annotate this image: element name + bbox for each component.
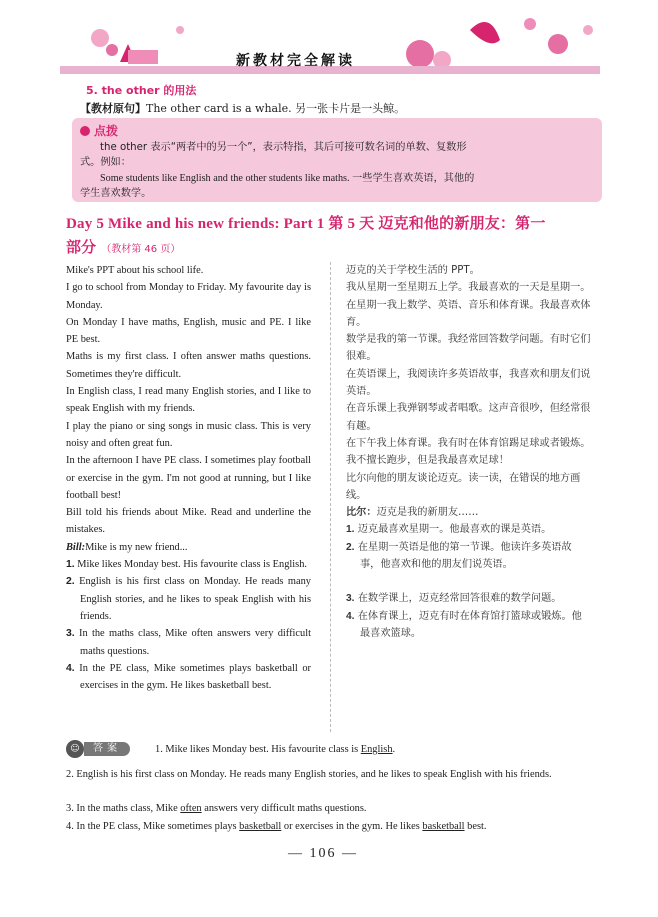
chinese-paragraph: 比尔向他的朋友谈论迈克。读一读，在错误的地方画线。 <box>346 472 581 501</box>
answer-text: best. <box>464 821 487 832</box>
underlined-word: basketball <box>239 821 282 832</box>
bill-text-chinese: 迈克是我的新朋友…… <box>376 507 479 519</box>
item-number: 4. <box>346 610 355 622</box>
answer-text: 1. Mike likes Monday best. His favourite class is <box>155 744 361 755</box>
bill-label-chinese: 比尔： <box>346 507 377 519</box>
item-number: 3. <box>66 628 75 640</box>
chinese-paragraph: 在英语课上，我阅读许多英语故事，我喜欢和朋友们说英语。 <box>346 368 591 398</box>
item-number: 1. <box>66 559 75 571</box>
english-paragraph: Mike's PPT about his school life. <box>66 265 204 276</box>
chinese-item <box>346 590 592 607</box>
chinese-paragraph: 数学是我的第一节课。我经常回答数学问题。有时它们很难。 <box>346 334 591 363</box>
chinese-paragraph: 在音乐课上我弹钢琴或者唱歌。这声音很吵，但经常很有趣。 <box>346 403 591 432</box>
answer-face-icon: ☺ <box>66 740 84 758</box>
deco-circle <box>176 26 184 34</box>
item-number: 3. <box>346 593 355 605</box>
answer-2: 2. English is his first class on Monday. He reads many English stories, and he likes to speak English with his friends. <box>66 769 552 780</box>
day-title-word: 部分 <box>66 238 97 256</box>
bill-line <box>66 539 311 556</box>
deco-circle <box>91 29 109 47</box>
tip-heading <box>80 122 118 139</box>
answer-text: 4. In the PE class, Mike sometimes plays <box>66 821 240 832</box>
item-number: 4. <box>66 662 75 674</box>
flower-shape <box>470 22 500 43</box>
chinese-item <box>346 521 592 538</box>
usage-source <box>80 100 405 116</box>
answer-text: . <box>392 744 396 755</box>
tip-line: 式。例如： <box>80 157 131 168</box>
item-number: 2. <box>66 576 75 588</box>
underlined-word: often <box>180 803 202 814</box>
day-title-cont <box>66 236 180 257</box>
chinese-paragraph: 在下午我上体育课。我有时在体育馆踢足球或者锻炼。我不擅长跑步，但是我最喜欢足球！ <box>346 437 591 467</box>
english-paragraph: On Monday I have maths, English, music and PE. I like PE best. <box>66 316 311 346</box>
underlined-word: basketball <box>422 821 465 832</box>
chinese-item <box>346 539 592 574</box>
english-paragraph: Maths is my first class. I often answer maths questions. Sometimes they're difficult. <box>66 351 311 380</box>
answer-4 <box>66 818 486 835</box>
english-item <box>66 660 311 695</box>
underlined-word: English <box>360 744 393 755</box>
english-item <box>66 573 311 625</box>
chinese-item <box>346 608 592 643</box>
deco-circle <box>106 44 118 56</box>
answer-text: or exercises in the gym. He likes <box>281 821 423 832</box>
tip-heading-label: 点拨 <box>94 124 119 138</box>
english-item <box>66 625 311 660</box>
page-header <box>0 0 658 80</box>
bill-label: Bill: <box>66 541 86 553</box>
deco-circle <box>524 18 536 30</box>
answer-label: 答案 <box>84 742 130 756</box>
english-paragraph: I go to school from Monday to Friday. My favourite day is Monday. <box>66 282 311 311</box>
day-title: Day 5 Mike and his new friends: Part 1 第 5 天 迈克和他的新朋友：第一 <box>66 216 546 232</box>
page-number: — 106 — <box>288 846 358 861</box>
item-text: 迈克最喜欢星期一。他最喜欢的课是英语。 <box>357 524 552 536</box>
answer-text: answers very difficult maths questions. <box>201 803 367 814</box>
tip-line: Some students like English and the other students like maths. 一些学生喜欢英语，其他的 <box>100 173 475 184</box>
answer-text: 3. In the maths class, Mike <box>66 803 181 814</box>
tip-line: 学生喜欢数学。 <box>80 188 152 199</box>
deco-circle <box>583 25 593 35</box>
deco-circle <box>406 40 434 68</box>
answer-1 <box>155 741 395 758</box>
deco-circle <box>548 34 568 54</box>
tip-icon <box>80 126 90 136</box>
item-text: 在数学课上，迈克经常回答很难的数学问题。 <box>357 593 562 605</box>
item-number: 2. <box>346 541 355 553</box>
item-number: 1. <box>346 524 355 536</box>
item-text: In the PE class, Mike sometimes plays basketball or exercises in the gym. He likes basketball best. <box>79 662 311 692</box>
column-divider <box>330 262 331 732</box>
item-text: In the maths class, Mike often answers very difficult maths questions. <box>79 628 311 657</box>
chinese-paragraph: 迈克的关于学校生活的 PPT。 <box>346 265 480 276</box>
castle-shape <box>128 50 158 64</box>
chinese-paragraph: 在星期一我上数学、英语、音乐和体育课。我最喜欢体育。 <box>346 299 591 328</box>
english-paragraph: In English class, I read many English stories, and I like to speak English with my friends. <box>66 386 311 415</box>
source-text: The other card is a whale. 另一张卡片是一头鲸。 <box>146 102 406 115</box>
tip-line: the other 表示“两者中的另一个”，表示特指，其后可接可数名词的单数、复数形 <box>100 142 467 153</box>
english-column <box>66 262 311 694</box>
chinese-paragraph: 我从星期一至星期五上学。我最喜欢的一天是星期一。 <box>346 282 591 294</box>
item-text: Mike likes Monday best. His favourite class is English. <box>77 559 308 571</box>
english-paragraph: In the afternoon I have PE class. I sometimes play football or exercise in the gym. I'm not good at running, but I like football best! <box>66 455 311 501</box>
item-text: 在星期一英语是他的第一节课。他读许多英语故事，他喜欢和他的朋友们说英语。 <box>357 541 572 571</box>
english-item <box>66 556 311 573</box>
bill-line-chinese <box>346 504 592 521</box>
english-paragraph: I play the piano or sing songs in music class. This is very noisy and often great fun. <box>66 420 311 449</box>
textbook-ref: （教材第 46 页） <box>101 244 181 255</box>
answer-3 <box>66 800 367 817</box>
english-paragraph: Bill told his friends about Mike. Read and underline the mistakes. <box>66 507 311 536</box>
source-label: 【教材原句】 <box>80 102 146 115</box>
usage-title: 5. the other 的用法 <box>86 84 197 97</box>
header-title: 新教材完全解读 <box>236 53 355 69</box>
bill-text: Mike is my new friend... <box>85 541 188 553</box>
item-text: 在体育课上，迈克有时在体育馆打篮球或锻炼。他最喜欢篮球。 <box>357 610 582 639</box>
item-text: English is his first class on Monday. He reads many English stories, and he likes to speak English with his friends. <box>79 576 311 622</box>
chinese-column <box>346 262 592 642</box>
